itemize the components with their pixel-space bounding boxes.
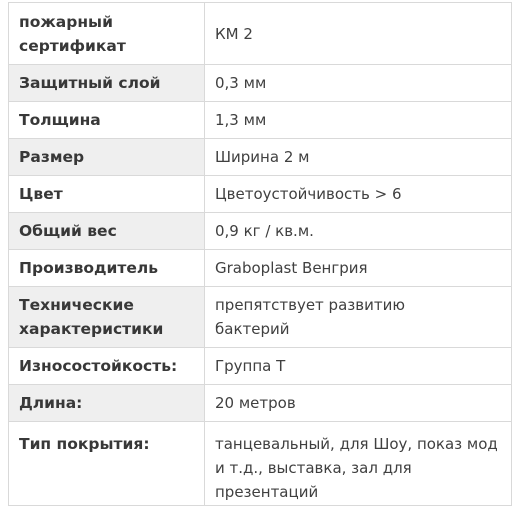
row-value: Цветоустойчивость > 6 bbox=[205, 176, 512, 213]
row-value: препятствует развитию бактерий bbox=[205, 287, 512, 348]
spec-table bbox=[8, 2, 512, 506]
row-value: Ширина 2 м bbox=[205, 139, 512, 176]
table-row bbox=[9, 422, 512, 506]
table-row bbox=[9, 139, 512, 176]
table-row bbox=[9, 176, 512, 213]
row-value: 20 метров bbox=[205, 385, 512, 422]
row-value: танцевальный, для Шоу, показ мод и т.д., выставка, зал для презентаций bbox=[205, 422, 512, 506]
row-label: Износостойкость: bbox=[9, 348, 205, 385]
table-row bbox=[9, 348, 512, 385]
row-label: Общий вес bbox=[9, 213, 205, 250]
row-label: пожарный сертификат bbox=[9, 3, 205, 65]
table-row bbox=[9, 65, 512, 102]
row-label: Тип покрытия: bbox=[9, 422, 205, 506]
row-label: Защитный слой bbox=[9, 65, 205, 102]
row-label: Размер bbox=[9, 139, 205, 176]
table-row bbox=[9, 3, 512, 65]
row-label: Производитель bbox=[9, 250, 205, 287]
row-value: КМ 2 bbox=[205, 3, 512, 65]
row-value: 1,3 мм bbox=[205, 102, 512, 139]
table-row bbox=[9, 385, 512, 422]
table-row bbox=[9, 213, 512, 250]
table-row bbox=[9, 102, 512, 139]
row-value: 0,3 мм bbox=[205, 65, 512, 102]
row-label: Технические характеристики bbox=[9, 287, 205, 348]
row-value: Группа Т bbox=[205, 348, 512, 385]
table-row bbox=[9, 287, 512, 348]
row-label: Длина: bbox=[9, 385, 205, 422]
table-row bbox=[9, 250, 512, 287]
row-label: Толщина bbox=[9, 102, 205, 139]
row-value: Graboplast Венгрия bbox=[205, 250, 512, 287]
row-value: 0,9 кг / кв.м. bbox=[205, 213, 512, 250]
row-label: Цвет bbox=[9, 176, 205, 213]
